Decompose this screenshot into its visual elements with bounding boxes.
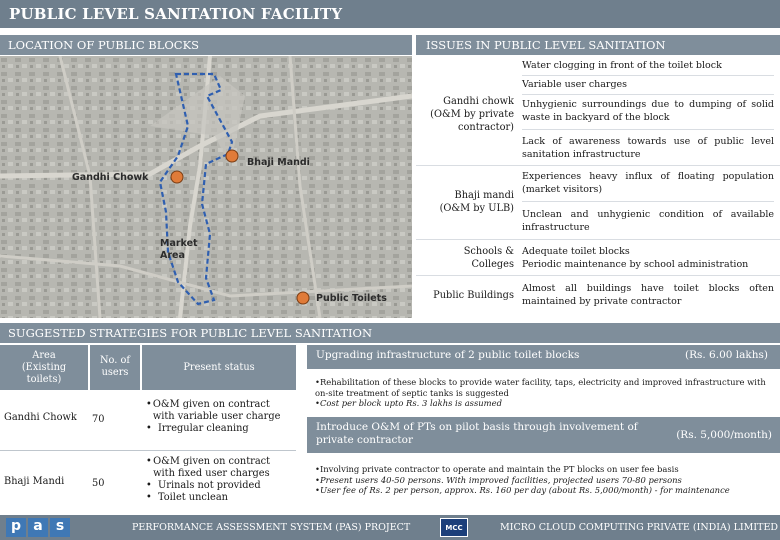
map-label-bhaji-mandi: Bhaji Mandi <box>247 157 310 168</box>
issues-header: ISSUES IN PUBLIC LEVEL SANITATION <box>416 35 780 55</box>
row-area: Gandhi Chowk <box>4 412 77 423</box>
table-row <box>0 391 296 451</box>
legend-marker <box>297 292 309 304</box>
bhaji-mandi-marker <box>226 150 238 162</box>
status-bullet: • Toilet unclean <box>146 492 228 503</box>
users-header-line-1: No. of <box>99 355 131 366</box>
issue-item: Adequate toilet blocks <box>522 246 630 257</box>
strategy-2-line: •Present users 40-50 persons. With improved facilities, projected users 70-80 persons <box>315 474 682 485</box>
gandhi-label-line-1: Gandhi chowk <box>443 96 514 107</box>
issues-panel <box>416 57 780 319</box>
divider <box>416 239 780 240</box>
strategy-1-title: Upgrading infrastructure of 2 public toilet blocks <box>316 349 580 361</box>
footer <box>0 515 780 540</box>
issue-label-public-buildings: Public Buildings <box>433 290 514 301</box>
issue-item: Unhygienic surroundings due to dumping of solid waste in backyard of the block <box>522 98 774 130</box>
issue-item: Almost all buildings have toilet blocks often maintained by private contractor <box>522 283 774 307</box>
gandhi-chowk-marker <box>171 171 183 183</box>
strategies-panel <box>307 345 780 515</box>
col-header-area <box>0 345 88 390</box>
status-bullet: • Urinals not provided <box>146 480 261 491</box>
col-header-users <box>90 345 140 390</box>
status-text: O&M given on contract with variable user charge <box>152 399 281 422</box>
bhaji-label-line-2: (O&M by ULB) <box>439 203 514 214</box>
strategy-1-line: •Rehabilitation of these blocks to provide water facility, taps, electricity and improved infrastructure with on-site treatment of septic tanks is suggested <box>315 377 766 398</box>
row-area: Bhaji Mandi <box>4 476 65 487</box>
strategy-2-cost: (Rs. 5,000/month) <box>676 429 772 441</box>
status-text: O&M given on contract with fixed user charges <box>153 456 271 479</box>
issue-label-gandhi <box>416 95 514 134</box>
map-label-area: Area <box>160 250 185 261</box>
area-header-line-1: Area <box>32 350 56 361</box>
issue-item: Periodic maintenance by school administration <box>522 259 749 270</box>
row-users: 50 <box>92 478 105 489</box>
map-legend-public-toilets: Public Toilets <box>316 293 387 304</box>
footer-right-text: MICRO CLOUD COMPUTING PRIVATE (INDIA) LIMITED <box>500 522 779 533</box>
strategy-2-line: •User fee of Rs. 2 per person, approx. Rs. 160 per day (about Rs. 5,000/month) - for maintenance <box>315 485 730 495</box>
status-text: Irregular cleaning <box>158 423 249 434</box>
map-label-market-area <box>160 238 198 262</box>
status-text: Urinals not provided <box>158 480 261 491</box>
divider <box>416 165 780 166</box>
issue-item: Experiences heavy influx of floating population (market visitors) <box>522 170 774 202</box>
divider <box>416 275 780 276</box>
status-bullet: • Irregular cleaning <box>146 423 249 434</box>
schools-label-line-1: Schools & <box>463 246 514 257</box>
strategy-2-title: Introduce O&M of PTs on pilot basis through involvement of private contractor <box>316 421 638 446</box>
strategies-header: SUGGESTED STRATEGIES FOR PUBLIC LEVEL SANITATION <box>0 323 780 343</box>
pas-logo-p: p <box>6 518 26 537</box>
location-map <box>0 56 412 318</box>
issue-item: Variable user charges <box>522 78 774 95</box>
issue-item: Lack of awareness towards use of public level sanitation infrastructure <box>522 136 774 160</box>
status-table <box>0 345 296 515</box>
strategy-2-body <box>315 464 777 496</box>
col-header-status: Present status <box>142 345 296 390</box>
strategy-1-header <box>307 345 780 369</box>
bhaji-label-line-1: Bhaji mandi <box>454 190 514 201</box>
area-header-line-2: (Existing <box>21 362 67 373</box>
status-bullet: • O&M given on contract with fixed user charges <box>146 456 294 480</box>
strategy-2-header <box>307 417 780 453</box>
issue-item: Water clogging in front of the toilet block <box>522 59 774 76</box>
schools-label-line-2: Colleges <box>471 259 514 270</box>
status-bullet: • O&M given on contract with variable user charge <box>146 399 294 423</box>
area-header-line-3: toilets) <box>26 374 62 385</box>
footer-left-text: PERFORMANCE ASSESSMENT SYSTEM (PAS) PROJECT <box>132 522 411 533</box>
mcc-logo: MCC <box>440 518 468 537</box>
row-users: 70 <box>92 414 105 425</box>
strategy-1-cost: (Rs. 6.00 lakhs) <box>684 349 768 361</box>
gandhi-label-line-3: contractor) <box>458 122 514 133</box>
strategy-1-line: •Cost per block upto Rs. 3 lakhs is assumed <box>315 398 502 408</box>
users-header-line-2: users <box>101 367 129 378</box>
strategy-2-line: •Involving private contractor to operate and maintain the PT blocks on user fee basis <box>315 464 679 474</box>
issue-item: Unclean and unhygienic condition of available infrastructure <box>522 209 774 233</box>
status-text: Toilet unclean <box>158 492 228 503</box>
strategy-1-body <box>315 377 777 409</box>
issue-label-schools <box>416 245 514 271</box>
row-status <box>146 399 294 435</box>
pas-logo-a: a <box>28 518 48 537</box>
page-title: PUBLIC LEVEL SANITATION FACILITY <box>0 0 780 28</box>
row-status <box>146 456 294 504</box>
map-label-gandhi-chowk: Gandhi Chowk <box>72 172 149 183</box>
map-graphic <box>0 56 412 318</box>
gandhi-label-line-2: (O&M by private <box>430 109 514 120</box>
table-row <box>0 452 296 515</box>
issue-label-bhaji <box>416 189 514 215</box>
map-label-market: Market <box>160 238 198 249</box>
pas-logo-s: s <box>50 518 70 537</box>
location-header: LOCATION OF PUBLIC BLOCKS <box>0 35 412 55</box>
